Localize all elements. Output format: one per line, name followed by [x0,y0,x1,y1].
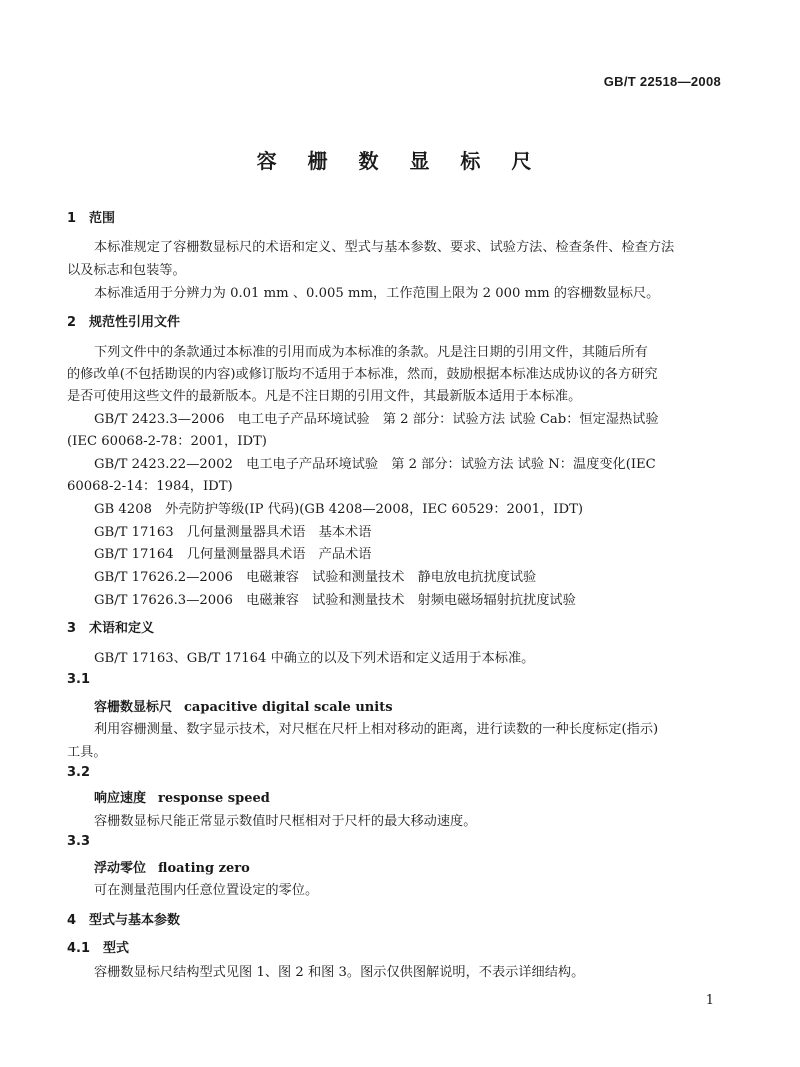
term-3-1-definition-line-2: 工具。 [67,745,107,760]
term-3-2-title [94,787,270,806]
term-3-1-title [94,696,393,715]
page-number: 1 [705,993,714,1008]
term-3-2-definition: 容栅数显标尺能正常显示数值时尺框相对于尺杆的最大移动速度。 [94,814,477,829]
reference-2-line-2: 60068-2-14：1984，IDT) [67,479,233,494]
section-4-1-paragraph: 容栅数显标尺结构型式见图 1、图 2 和图 3。图示仅供图解说明，不表示详细结构。 [94,965,585,980]
reference-2-line-1: GB/T 2423.22—2002 电工电子产品环境试验 第 2 部分：试验方法 试验 N：温度变化(IEC [94,457,656,472]
reference-1-line-1: GB/T 2423.3—2006 电工电子产品环境试验 第 2 部分：试验方法 试验 Cab：恒定湿热试验 [94,412,659,427]
term-3-2-number: 3.2 [67,765,91,780]
section-2-paragraph-line-3: 是否可使用这些文件的最新版本。凡是不注日期的引用文件，其最新版本适用于本标准。 [67,389,582,404]
section-3-heading: 3 术语和定义 [67,621,155,636]
document-title: 容 栅 数 显 标 尺 [256,149,544,173]
term-3-2-chinese: 响应速度 [94,791,147,806]
term-3-2-english: response speed [158,791,270,806]
section-1-paragraph-1-line-2: 以及标志和包装等。 [67,263,186,278]
reference-7: GB/T 17626.3—2006 电磁兼容 试验和测量技术 射频电磁场辐射抗扰度试验 [94,593,576,608]
section-4-heading: 4 型式与基本参数 [67,913,181,928]
section-3-intro: GB/T 17163、GB/T 17164 中确立的以及下列术语和定义适用于本标准。 [94,651,535,666]
term-3-3-number: 3.3 [67,834,91,849]
section-4-1-heading: 4.1 型式 [67,941,130,956]
reference-4: GB/T 17163 几何量测量器具术语 基本术语 [94,525,372,540]
reference-3: GB 4208 外壳防护等级(IP 代码)(GB 4208—2008，IEC 60529：2001，IDT) [94,502,584,517]
section-2-paragraph-line-2: 的修改单(不包括勘误的内容)或修订版均不适用于本标准，然而，鼓励根据本标准达成协议的各方研究 [67,367,658,382]
standard-code: GB/T 22518—2008 [603,74,721,89]
reference-1-line-2: (IEC 60068-2-78：2001，IDT) [67,434,267,449]
reference-6: GB/T 17626.2—2006 电磁兼容 试验和测量技术 静电放电抗扰度试验 [94,570,537,585]
term-3-1-number: 3.1 [67,672,91,687]
term-3-3-title [94,857,250,876]
term-3-3-chinese: 浮动零位 [94,861,147,876]
reference-5: GB/T 17164 几何量测量器具术语 产品术语 [94,547,372,562]
term-3-3-definition: 可在测量范围内任意位置设定的零位。 [94,883,319,898]
term-3-1-english: capacitive digital scale units [184,700,393,715]
section-1-heading: 1 范围 [67,211,116,226]
term-3-1-chinese: 容栅数显标尺 [94,700,173,715]
term-3-3-english: floating zero [158,861,250,876]
section-2-paragraph-line-1: 下列文件中的条款通过本标准的引用而成为本标准的条款。凡是注日期的引用文件，其随后所有 [94,345,648,360]
section-1-paragraph-2: 本标准适用于分辨力为 0.01 mm 、0.005 mm，工作范围上限为 2 000 mm 的容栅数显标尺。 [94,286,660,301]
section-2-heading: 2 规范性引用文件 [67,315,181,330]
section-1-paragraph-1-line-1: 本标准规定了容栅数显标尺的术语和定义、型式与基本参数、要求、试验方法、检查条件、检查方法 [94,240,675,255]
term-3-1-definition-line-1: 利用容栅测量、数字显示技术，对尺框在尺杆上相对移动的距离，进行读数的一种长度标定(指示) [94,722,659,737]
